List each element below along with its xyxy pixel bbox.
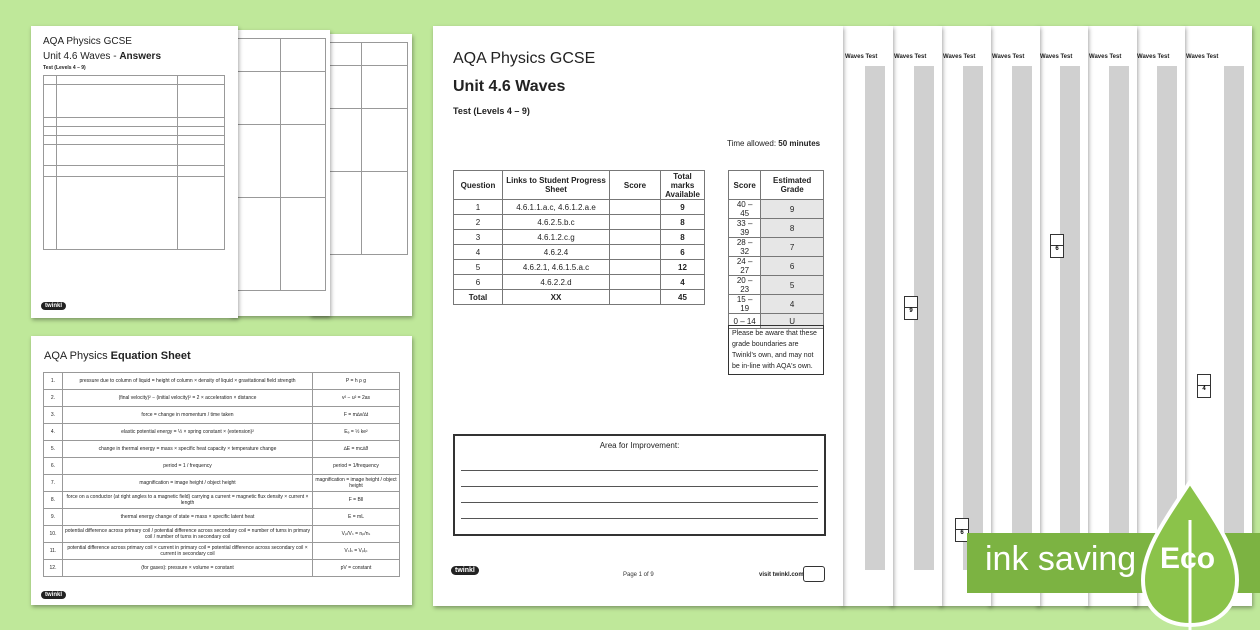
total-marks: 6 [661,245,705,260]
test-page-stack [890,26,942,606]
equation-symbol: VₛIₛ = VₚIₚ [313,543,400,560]
answers-page-back1-content [230,30,330,299]
equation-number: 5. [44,441,63,458]
equation-logo: twinkl [41,591,66,599]
test-levels: Test (Levels 4 – 9) [453,106,530,116]
grade-value: 9 [761,200,824,219]
score-box-total: 6 [1055,246,1059,252]
progress-link: 4.6.1.2.c.g [503,230,610,245]
time-label: Time allowed: [727,139,777,148]
grade-value: 4 [761,295,824,314]
grade-score: 28 – 32 [729,238,761,257]
total-marks: 45 [661,290,705,305]
question-number: Total [454,290,503,305]
progress-link: 4.6.2.1, 4.6.1.5.a.c [503,260,610,275]
progress-link: 4.6.1.1.a.c, 4.6.1.2.a.e [503,200,610,215]
strip-label: Waves Test [1186,54,1219,60]
improvement-box [453,434,826,536]
equation-text: (final velocity)² − (initial velocity)² = 2 × acceleration × distance [63,390,313,407]
equation-row [44,509,400,526]
grade-row [729,257,824,276]
equation-symbol: Vₚ/Vₛ = nₚ/nₛ [313,526,400,543]
equation-text: (for gases): pressure × volume = constant [63,560,313,577]
score-cell[interactable] [610,230,661,245]
test-cover-page [433,26,843,606]
improvement-line [461,486,818,487]
score-box-blank [956,519,968,530]
score-box-total: 4 [1202,386,1206,392]
equation-symbol: pV = constant [313,560,400,577]
equation-text: magnification = image height / object height [63,475,313,492]
answers-logo: twinkl [41,302,66,310]
question-number: 1 [454,200,503,215]
equation-symbol: F = m∆v/∆t [313,407,400,424]
answers-unit-suffix: Answers [119,51,162,62]
question-number: 6 [454,275,503,290]
equation-number: 4. [44,424,63,441]
score-box-blank [905,297,917,308]
question-table [453,170,705,305]
equation-symbol: E = mL [313,509,400,526]
grade-table [728,170,824,329]
ink-saving-text: ink saving [985,540,1137,578]
page-number: Page 1 of 9 [623,572,654,578]
equation-row [44,475,400,492]
answers-subject: AQA Physics GCSE [43,36,132,47]
question-row [454,290,705,305]
equation-symbol: P = h ρ g [313,373,400,390]
answers-unit-prefix: Unit 4.6 Waves - [43,51,120,62]
total-marks: 8 [661,230,705,245]
equation-text: change in thermal energy = mass × specific heat capacity × temperature change [63,441,313,458]
equation-sheet [31,336,412,605]
question-row [454,260,705,275]
equation-title-prefix: AQA Physics [44,350,111,362]
grade-value: 6 [761,257,824,276]
equation-text: potential difference across primary coil / potential difference across secondary coil = number of turns in primary coil / number of turns in secondary coil [63,526,313,543]
equation-row [44,373,400,390]
total-marks: 9 [661,200,705,215]
equation-row [44,543,400,560]
equation-number: 8. [44,492,63,509]
grade-row [729,200,824,219]
test-page-stack [1085,26,1137,606]
answer-column [1060,66,1080,570]
answer-column [1109,66,1129,570]
grade-value: U [761,314,824,329]
question-row [454,215,705,230]
score-box-total: 6 [960,530,964,536]
progress-link: 4.6.2.2.d [503,275,610,290]
strip-label: Waves Test [992,54,1025,60]
twinkl-logo: twinkl [451,566,479,575]
test-unit: Unit 4.6 Waves [453,78,566,95]
grade-score: 33 – 39 [729,219,761,238]
equation-row [44,492,400,509]
equation-text: potential difference across primary coil × current in primary coil = potential difference across secondary coil × current in secondary coil [63,543,313,560]
score-cell[interactable] [610,275,661,290]
grade-col-score: Score [729,171,761,200]
equation-number: 12. [44,560,63,577]
question-number: 4 [454,245,503,260]
equation-row [44,526,400,543]
question-row [454,245,705,260]
equation-sheet-title [31,336,412,362]
question-row [454,230,705,245]
score-cell[interactable] [610,200,661,215]
equation-table [43,372,400,577]
progress-link: XX [503,290,610,305]
strip-label: Waves Test [1089,54,1122,60]
equation-row [44,441,400,458]
equation-symbol: period = 1/frequency [313,458,400,475]
equation-row [44,390,400,407]
strip-label: Waves Test [894,54,927,60]
col-links: Links to Student Progress Sheet [503,171,610,200]
equation-title-bold: Equation Sheet [110,350,191,362]
equation-number: 11. [44,543,63,560]
equation-text: force = change in momentum / time taken [63,407,313,424]
strip-label: Waves Test [845,54,878,60]
grade-score: 24 – 27 [729,257,761,276]
col-score: Score [610,171,661,200]
equation-text: force on a conductor (at right angles to a magnetic field) carrying a current = magnetic flux density × current × length [63,492,313,509]
equation-text: period = 1 / frequency [63,458,313,475]
score-cell[interactable] [610,245,661,260]
progress-link: 4.6.2.5.b.c [503,215,610,230]
answers-table [43,75,225,250]
equation-row [44,407,400,424]
answer-column [865,66,885,570]
score-box [904,296,918,320]
score-box-blank [1051,235,1063,246]
equation-number: 7. [44,475,63,492]
grade-score: 15 – 19 [729,295,761,314]
equation-number: 6. [44,458,63,475]
answers-sheet [31,26,238,318]
equation-number: 1. [44,373,63,390]
equation-row [44,424,400,441]
grade-score: 40 – 45 [729,200,761,219]
question-number: 5 [454,260,503,275]
grade-value: 5 [761,276,824,295]
test-page-stack [988,26,1040,606]
equation-symbol: ∆E = mc∆θ [313,441,400,458]
question-row [454,275,705,290]
score-box [1050,234,1064,258]
grade-score: 20 – 23 [729,276,761,295]
equation-number: 3. [44,407,63,424]
score-cell[interactable] [610,290,661,305]
equation-number: 9. [44,509,63,526]
grade-score: 0 – 14 [729,314,761,329]
test-subject: AQA Physics GCSE [453,50,596,67]
improvement-line [461,502,818,503]
time-value: 50 minutes [778,139,821,148]
strip-label: Waves Test [1040,54,1073,60]
progress-link: 4.6.2.4 [503,245,610,260]
equation-text: elastic potential energy = ½ × spring constant × (extension)² [63,424,313,441]
quality-badge-icon [803,566,825,582]
total-marks: 12 [661,260,705,275]
equation-row [44,560,400,577]
equation-symbol: Eₑ = ½ ke² [313,424,400,441]
grade-note: Please be aware that these grade boundaries are Twinkl's own, and may not be in-line with AQA's own. [728,325,824,375]
equation-text: thermal energy change of state = mass × specific latent heat [63,509,313,526]
eco-badge: Eco [1160,542,1216,575]
grade-row [729,276,824,295]
improvement-line [461,470,818,471]
time-allowed [727,139,820,148]
equation-symbol: F = BIl [313,492,400,509]
test-page-stack [841,26,893,606]
answers-page-back1 [230,30,330,316]
score-box-total: 9 [909,308,913,314]
grade-col-grade: Estimated Grade [761,171,824,200]
grade-row [729,295,824,314]
score-cell[interactable] [610,260,661,275]
footer-url: visit twinkl.com [759,572,804,578]
score-box [1197,374,1211,398]
strip-label: Waves Test [943,54,976,60]
grade-value: 7 [761,238,824,257]
equation-number: 10. [44,526,63,543]
equation-row [44,458,400,475]
answers-levels: Test (Levels 4 – 9) [43,65,86,71]
total-marks: 8 [661,215,705,230]
grade-row [729,219,824,238]
total-marks: 4 [661,275,705,290]
question-row [454,200,705,215]
test-page-stack [1036,26,1088,606]
strip-label: Waves Test [1137,54,1170,60]
grade-row [729,238,824,257]
score-box-blank [1198,375,1210,386]
question-number: 2 [454,215,503,230]
col-question: Question [454,171,503,200]
improvement-label: Area for Improvement: [599,441,680,450]
score-cell[interactable] [610,215,661,230]
equation-symbol: v² − u² = 2as [313,390,400,407]
col-total-marks: Total marks Available [661,171,705,200]
answers-unit [43,51,228,62]
question-number: 3 [454,230,503,245]
equation-text: pressure due to column of liquid = height of column × density of liquid × gravitational field strength [63,373,313,390]
equation-symbol: magnification = image height / object height [313,475,400,492]
grade-value: 8 [761,219,824,238]
answer-column [1012,66,1032,570]
test-page-stack [939,26,991,606]
improvement-line [461,518,818,519]
answer-column [963,66,983,570]
equation-number: 2. [44,390,63,407]
